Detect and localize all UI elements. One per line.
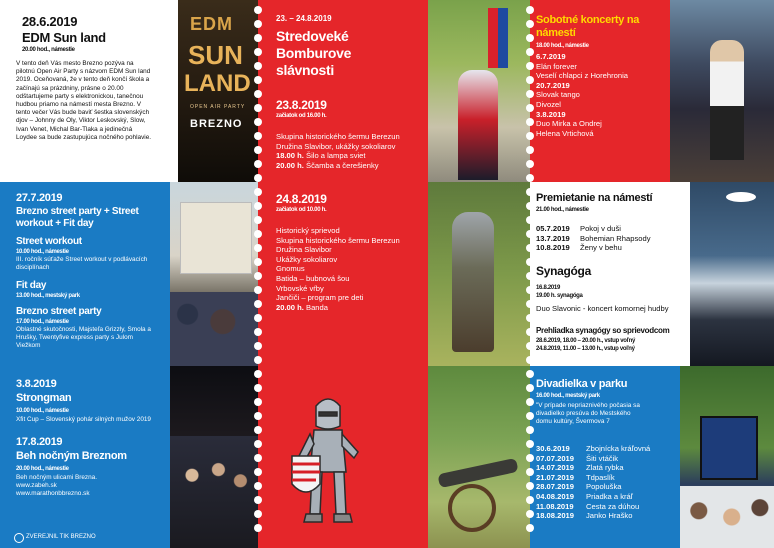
festival-dates: 23. – 24.8.2019 [276,14,332,23]
knight-illustration [286,392,370,532]
figure-shape [458,70,498,180]
street-party-title: Brezno street party [16,306,102,317]
theatre-note-1: "V prípade nepriaznivého počasia sa [536,402,640,409]
theatre-time: 16.00 hod., mestský park [536,393,600,399]
building-shape [180,202,252,274]
cinema-list: 05.7.2019 Pokoj v duši 13.7.2019 Bohemian Rhapsody 10.8.2019 Ženy v behu [536,224,651,253]
cinema-time: 21.00 hod., námestie [536,207,589,213]
cinema-title: Premietanie na námestí [536,192,653,204]
festival-title-1: Stredoveké [276,28,349,44]
panel-cinema-synagogue [530,182,690,366]
runners-shape [170,436,258,548]
musician-shape [710,40,744,160]
event-title: EDM Sun land [22,30,106,45]
street-workout-text-1: III. ročník súťaže Street workout v podlávacích [16,256,148,263]
event-date: 28.6.2019 [22,14,78,29]
publisher-footer: ZVEREJNIL TIK BREZNO [26,534,96,540]
strongman-text: Xfit Cup – Slovenský pohár silných mužov 2019 [16,416,151,423]
festival-title-3: slávnosti [276,62,334,78]
column-medieval-festival [258,0,428,548]
event-date: 3.8.2019 [16,378,57,390]
street-workout-text-2: disciplínach [16,264,50,271]
poster-sun: SUN [188,40,243,70]
theatre-list: 30.6.2019 Zbojnícka kráľovná 07.07.2019 Šiti vtáčik 14.07.2019 Zlatá rybka 21.07.2019 Tdpaslík 28.07.2019 Popoluška 04.08.2019 Priadka a kráľ 11.08.2019 Cesta za dúhou 18.08.2019 Janko Hraško [536,444,651,521]
cinema-photo [690,182,774,366]
night-run-text: Beh nočným ulicami Brezna. [16,474,97,481]
theatre-note-2: divadielko presúva do Mestského [536,410,631,417]
event-title-2: workout + Fit day [16,218,94,229]
tour-time-2: 24.8.2019, 11.00 – 13.00 h., vstup voľný [536,346,635,352]
tour-title: Prehliadka synagógy so sprievodcom [536,326,670,335]
medieval-photo-1 [428,0,530,182]
street-party-text-3: Viežkom [16,342,41,349]
event-date: 17.8.2019 [16,436,63,448]
medieval-photo-2 [428,182,530,366]
cannon-shape [437,458,518,488]
day2-date: 24.8.2019 [276,192,327,206]
day1-program: Skupina historického šermu Berezun Družina Slavibor, ukážky sokoliarov 18.00 h. Šilo a lampa sviet 20.00 h. Ščamba a čerešienky [276,132,400,170]
day2-time: začiatok od 10.00 h. [276,207,327,213]
street-party-photo [170,182,258,366]
synagogue-time: 19.00 h. synagóga [536,293,583,299]
day2-program: Historický sprievod Skupina historického šermu Berezun Družina Slavibor Ukážky sokoliarov Gnomus Batida – bubnová šou Vrbovské vŕby Jančiči – program pre deti 20.00 h. Banda [276,226,400,312]
day1-date: 23.8.2019 [276,98,327,112]
panel-theatre-park [530,366,680,548]
night-run-title: Beh nočným Breznom [16,450,127,462]
synagogue-text: Duo Slavonic - koncert komornej hudby [536,304,669,313]
wheel-shape [448,484,496,532]
panel-edm-sun-land [0,0,178,182]
event-time: 20.00 hod., námestie [22,47,75,53]
audience-shape [680,486,774,548]
theatre-photo [680,366,774,548]
poster-open-air: OPEN AIR PARTY [190,104,246,110]
medieval-photo-3 [428,366,530,548]
tour-time-1: 28.6.2019, 18.00 – 20.00 h., vstup voľný [536,338,636,344]
theatre-note-3: domu kultúry, Švermova 7 [536,418,610,425]
poster-brezno: BREZNO [190,118,243,130]
projector-light-shape [726,192,756,202]
concerts-title-1: Sobotné koncerty na [536,14,640,26]
concerts-time: 18.00 hod., námestie [536,43,589,49]
theatre-title: Divadielka v parku [536,378,628,390]
fit-day-title: Fit day [16,280,47,291]
street-workout-title: Street workout [16,236,82,247]
poster-edm: EDM [190,14,233,34]
crowd-shape [170,292,258,366]
synagogue-title: Synagóga [536,264,591,278]
concert-photo [670,0,774,182]
shield-icon [292,456,320,492]
night-run-time: 20.00 hod., námestie [16,466,69,472]
synagogue-date: 16.8.2019 [536,285,560,291]
knight-fight-shape [452,212,494,352]
panel-strongman [0,366,170,548]
night-run-photo [170,366,258,548]
flag-shape [488,8,508,68]
stage-shape [700,416,758,480]
event-title-1: Brezno street party + Street [16,206,139,217]
strongman-time: 10.00 hod., námestie [16,408,69,414]
day1-time: začiatok od 16.00 h. [276,113,327,119]
night-run-link-2[interactable]: www.marathonbbrezno.sk [16,490,90,497]
concerts-title-2: námestí [536,27,576,39]
street-party-time: 17.00 hod., námestie [16,319,69,325]
street-party-text-1: Oblastné skutočnosti, Majsteľa Grizzly, Smola a [16,326,151,333]
edm-poster-image [178,0,258,182]
event-description: V tento deň Vás mesto Brezno pozýva na pilotnú Open Air Party s názvom EDM Sun land 2019. Oceňovaná, že v tento deň končí škola a začínajú sa prázdniny, prásne o 20.00 odštartujeme party s elektronickou, tanečnou hudbou priamo na námestí mesta Brezno. V tento večer Vás bude baviť šestka slovenských djov – Johnny de Oly, Viktor Leskovský, Slow, Ivan Venet, Michal Bar-Tlaka a jedinečná Loydee sa bude zastupujúca nočného pohlavie. [16,60,152,141]
panel-saturday-concerts [530,0,670,182]
panel-brezno-street-party [0,182,170,366]
perforation-divider-left [254,0,262,548]
street-party-text-2: Hrušky, Twentyfive express party s Julom [16,334,133,341]
event-date: 27.7.2019 [16,192,63,204]
strongman-title: Strongman [16,392,72,404]
poster-land: LAND [184,70,251,97]
night-run-link-1[interactable]: www.zabeh.sk [16,482,57,489]
perforation-divider-right [526,0,534,548]
publisher-logo-icon [14,533,24,543]
festival-title-2: Bomburove [276,45,352,61]
street-workout-time: 10.00 hod., námestie [16,249,69,255]
concerts-list: 6.7.2019 Elán forever Veselí chlapci z Horehronia 20.7.2019 Slovak tango Divozel 3.8.2019 Duo Mirka a Ondrej Helena Vrtichová [536,52,629,138]
fit-day-time: 13.00 hod., mestský park [16,293,80,299]
